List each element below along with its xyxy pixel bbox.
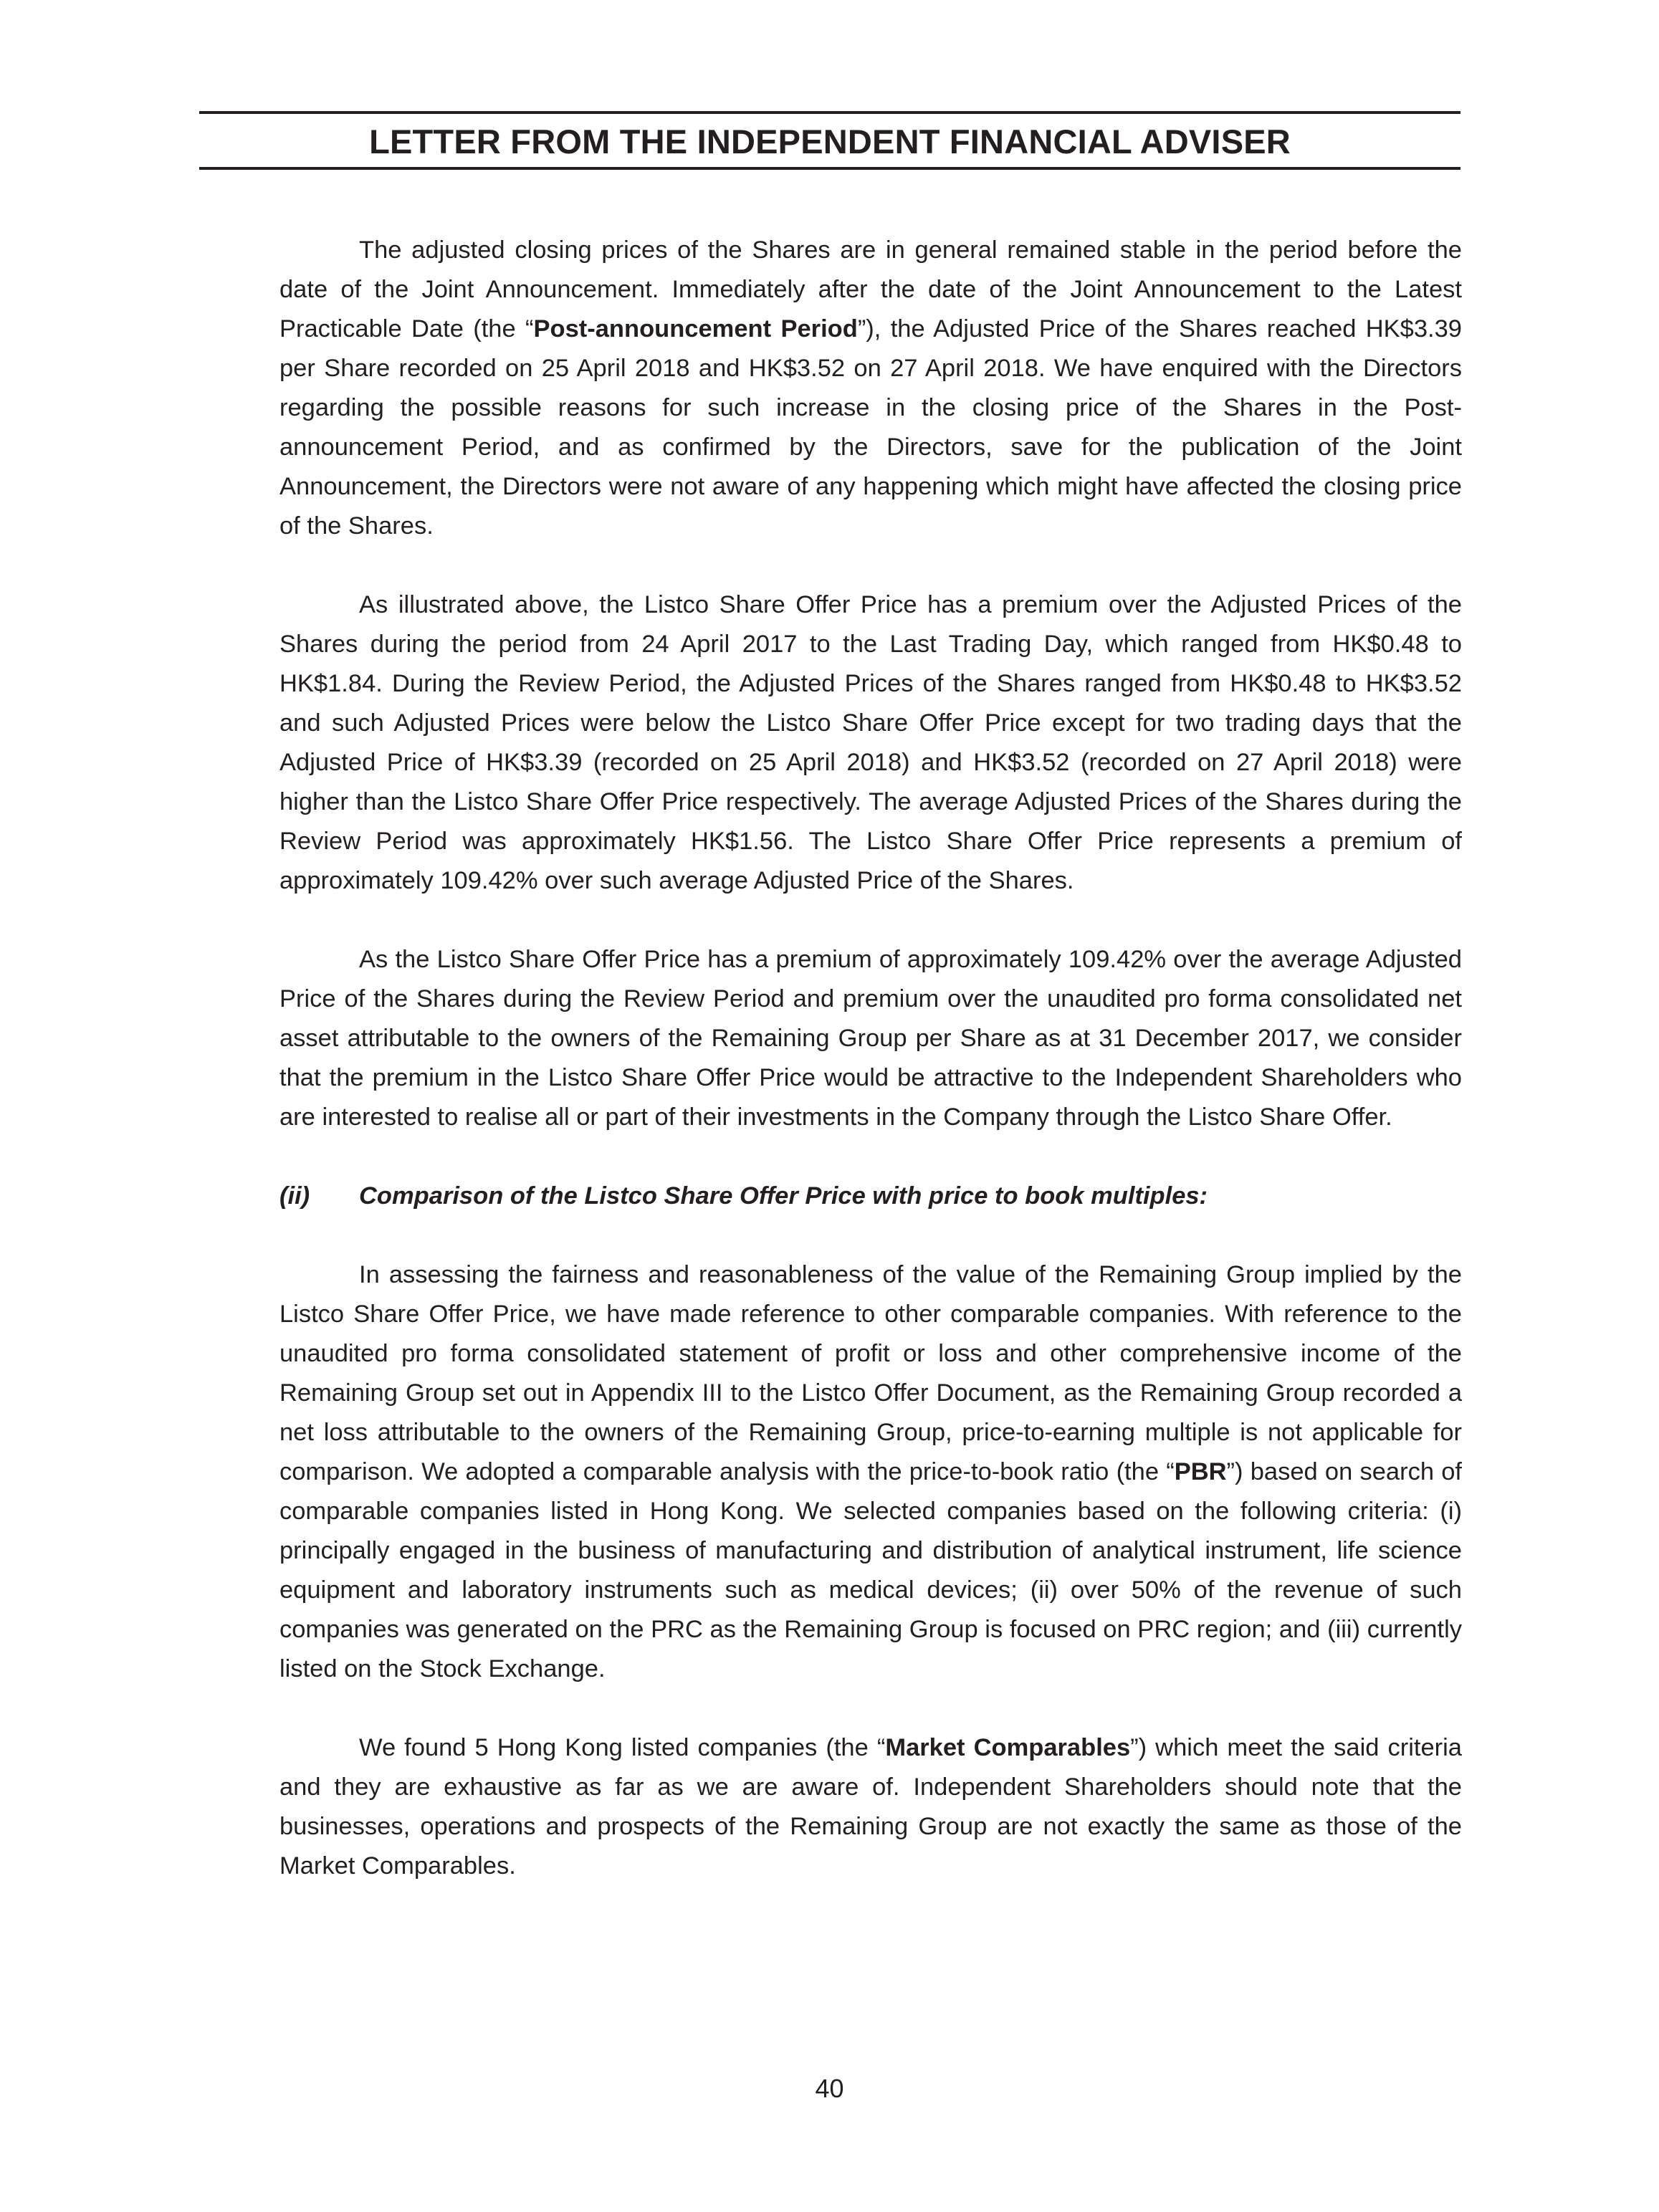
defined-term-post-announcement-period: Post-announcement Period [533, 315, 858, 343]
letter-body [279, 231, 1462, 1925]
subheading-text: Comparison of the Listco Share Offer Price with price to book multiples: [359, 1182, 1208, 1210]
subheading-number: (ii) [279, 1182, 310, 1210]
defined-term-pbr: PBR [1174, 1458, 1227, 1485]
page-number: 40 [815, 2074, 844, 2103]
section-subheading [279, 1177, 1462, 1216]
paragraph-text: In assessing the fairness and reasonableness of the value of the Remaining Group implied by the Listco Share Offer Price, we have made reference to other comparable companies. With reference to the unaudited pro forma consolidated statement of profit or loss and other comprehensive income of the Remaining Group set out in Appendix III to the Listco Offer Document, as the Remaining Group recorded a net loss attributable to the owners of the Remaining Group, price-to-earning multiple is not applicable for comparison. We adopted a comparable analysis with the price-to-book ratio (the “ [279, 1261, 1462, 1485]
header-bottom-rule [199, 167, 1460, 170]
paragraph-text: The adjusted closing prices of the Shares are in general remained stable in the period before the date of the Joint Announcement. Immediately after the date of the Joint Announcement to the Latest Practicable Date (the “ [279, 236, 1462, 343]
paragraph-text: ”) based on search of comparable companies listed in Hong Kong. We selected companies based on the following criteria: (i) principally engaged in the business of manufacturing and distribution of analytical instrument, life science equipment and laboratory instruments such as medical devices; (ii) over 50% of the revenue of such companies was generated on the PRC as the Remaining Group is focused on PRC region; and (iii) currently listed on the Stock Exchange. [279, 1458, 1463, 1682]
paragraph-text: ”) which meet the said criteria and they are exhaustive as far as we are aware of. Independent Shareholders should note that the businesses, operations and prospects of the Remaining Group are not exactly the same as those of the Market Comparables. [279, 1734, 1462, 1880]
page-header-title: LETTER FROM THE INDEPENDENT FINANCIAL ADVISER [369, 123, 1291, 161]
defined-term-market-comparables: Market Comparables [885, 1734, 1131, 1761]
paragraph-text: ”), the Adjusted Price of the Shares reached HK$3.39 per Share recorded on 25 April 2018 and HK$3.52 on 27 April 2018. We have enquired with the Directors regarding the possible reasons for such increase in the closing price of the Shares in the Post-announcement Period, and as confirmed by the Directors, save for the publication of the Joint Announcement, the Directors were not aware of any happening which might have affected the closing price of the Shares. [279, 315, 1462, 540]
paragraph-market-comparables [279, 1728, 1462, 1886]
header-top-rule [199, 111, 1460, 114]
paragraph-text: We found 5 Hong Kong listed companies (the “ [359, 1734, 886, 1761]
paragraph-premium-analysis: As illustrated above, the Listco Share Offer Price has a premium over the Adjusted Prices of the Shares during the period from 24 April 2017 to the Last Trading Day, which ranged from HK$0.48 to HK$1.84. During the Review Period, the Adjusted Prices of the Shares ranged from HK$0.48 to HK$3.52 and such Adjusted Prices were below the Listco Share Offer Price except for two trading days that the Adjusted Price of HK$3.39 (recorded on 25 April 2018) and HK$3.52 (recorded on 27 April 2018) were higher than the Listco Share Offer Price respectively. The average Adjusted Prices of the Shares during the Review Period was approximately HK$1.56. The Listco Share Offer Price represents a premium of approximately 109.42% over such average Adjusted Price of the Shares. [279, 591, 1462, 894]
paragraph-post-announcement [279, 231, 1462, 546]
paragraph-premium-conclusion: As the Listco Share Offer Price has a premium of approximately 109.42% over the average Adjusted Price of the Shares during the Review Period and premium over the unaudited pro forma consolidated net asset attributable to the owners of the Remaining Group per Share as at 31 December 2017, we consider that the premium in the Listco Share Offer Price would be attractive to the Independent Shareholders who are interested to realise all or part of their investments in the Company through the Listco Share Offer. [279, 946, 1462, 1131]
paragraph-comparable-criteria [279, 1255, 1462, 1689]
